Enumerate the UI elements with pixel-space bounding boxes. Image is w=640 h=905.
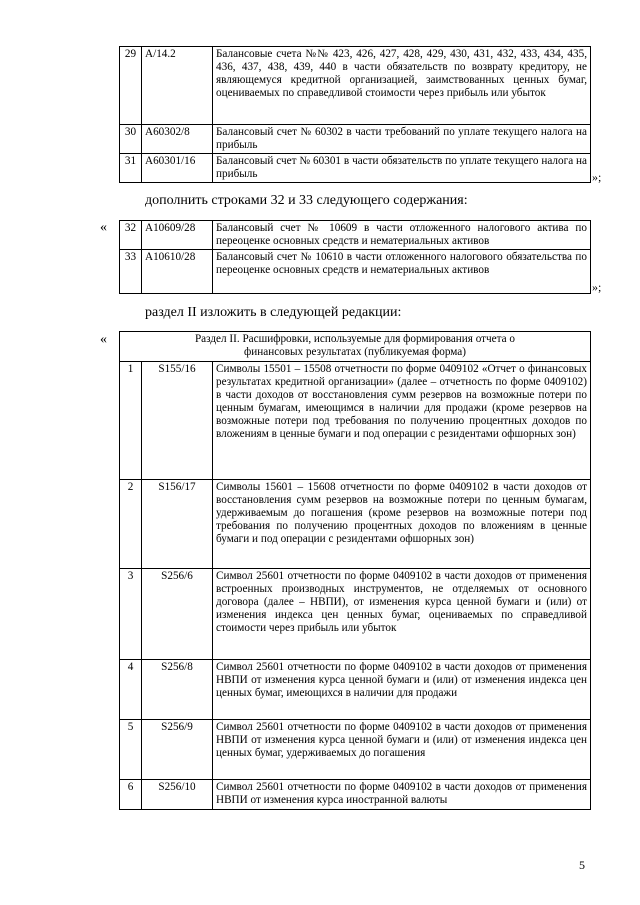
table-row xyxy=(120,780,591,810)
row-description: Балансовый счет № 10610 в части отложенного налогового обязательства по переоценке основных средств и нематериальных активов xyxy=(213,250,591,294)
row-number: 30 xyxy=(120,125,142,154)
table-row xyxy=(120,125,591,154)
row-code: A/14.2 xyxy=(142,47,213,125)
row-code: S256/9 xyxy=(142,720,213,780)
row-description: Балансовые счета №№ 423, 426, 427, 428, 429, 430, 431, 432, 433, 434, 435, 436, 437, 438, 439, 440 в части обязательств по возврату кредитору, не являющемуся кредитной организацией, заимствованных ценных бумаг, оцениваемых по справедливой стоимости через прибыль или убыток xyxy=(213,47,591,125)
row-number: 2 xyxy=(120,480,142,569)
row-code: S156/17 xyxy=(142,480,213,569)
row-number: 4 xyxy=(120,660,142,720)
row-description: Символ 25601 отчетности по форме 0409102 в части доходов от применения НВПИ от изменения курса иностранной валюты xyxy=(213,780,591,810)
accounts-table-added xyxy=(119,220,591,294)
table-row xyxy=(120,221,591,250)
opening-quote: « xyxy=(100,332,107,347)
row-code: S256/10 xyxy=(142,780,213,810)
table-row xyxy=(120,362,591,480)
page-number: 5 xyxy=(579,858,585,872)
section-header-row xyxy=(120,332,591,362)
table-row xyxy=(120,250,591,294)
row-code: S155/16 xyxy=(142,362,213,480)
row-description: Символы 15601 – 15608 отчетности по форме 0409102 в части доходов от восстановления сумм резервов на возможные потери по ценным бумагам, удерживаемым до погашения (кроме резервов на возможные потери под требования по получению процентных доходов по вложениям в ценные бумаги и под операции с резидентами офшорных зон) xyxy=(213,480,591,569)
row-number: 29 xyxy=(120,47,142,125)
closing-quote: »; xyxy=(592,170,602,184)
section-ii-table xyxy=(119,331,591,810)
table-row xyxy=(120,480,591,569)
instruction-paragraph: раздел II изложить в следующей редакции: xyxy=(145,305,402,320)
row-description: Балансовый счет № 60301 в части обязательств по уплате текущего налога на прибыль xyxy=(213,154,591,183)
closing-quote: »; xyxy=(592,280,602,294)
table-row xyxy=(120,720,591,780)
section-header: Раздел II. Расшифровки, используемые для формирования отчета о финансовых результатах (публикуемая форма) xyxy=(120,332,591,362)
row-description: Символ 25601 отчетности по форме 0409102 в части доходов от применения НВПИ от изменения курса ценной бумаги и (или) от изменения индекса цен ценных бумаг, удерживаемых до погашения xyxy=(213,720,591,780)
row-description: Символ 25601 отчетности по форме 0409102 в части доходов от применения НВПИ от изменения курса ценной бумаги и (или) от изменения индекса цен ценных бумаг, имеющихся в наличии для продажи xyxy=(213,660,591,720)
row-description: Балансовый счет № 10609 в части отложенного налогового актива по переоценке основных средств и нематериальных активов xyxy=(213,221,591,250)
row-number: 1 xyxy=(120,362,142,480)
row-number: 6 xyxy=(120,780,142,810)
row-number: 32 xyxy=(120,221,142,250)
table-row xyxy=(120,569,591,660)
row-description: Балансовый счет № 60302 в части требований по уплате текущего налога на прибыль xyxy=(213,125,591,154)
row-number: 5 xyxy=(120,720,142,780)
table-row xyxy=(120,47,591,125)
opening-quote: « xyxy=(100,220,107,235)
row-code: S256/8 xyxy=(142,660,213,720)
row-description: Символ 25601 отчетности по форме 0409102 в части доходов от применения встроенных производных инструментов, не отделяемых от основного договора (далее – НВПИ), от изменения курса ценной бумаги и (или) от изменения индекса цен ценных бумаг, оцениваемых по справедливой стоимости через прибыль или убыток xyxy=(213,569,591,660)
row-number: 3 xyxy=(120,569,142,660)
accounts-table-continued xyxy=(119,46,591,183)
row-code: A60301/16 xyxy=(142,154,213,183)
row-code: A60302/8 xyxy=(142,125,213,154)
row-number: 31 xyxy=(120,154,142,183)
table-row xyxy=(120,154,591,183)
instruction-paragraph: дополнить строками 32 и 33 следующего содержания: xyxy=(145,193,468,208)
table-row xyxy=(120,660,591,720)
row-code: S256/6 xyxy=(142,569,213,660)
row-description: Символы 15501 – 15508 отчетности по форме 0409102 «Отчет о финансовых результатах кредитной организации» (далее – отчетность по форме 0409102) в части доходов от восстановления сумм резервов на возможные потери по ценным бумагам, имеющимся в наличии для продажи (кроме резервов на возможные потери под требования по получению процентных доходов по вложениям в ценные бумаги и под операции с резидентами офшорных зон) xyxy=(213,362,591,480)
row-number: 33 xyxy=(120,250,142,294)
row-code: A10610/28 xyxy=(142,250,213,294)
row-code: A10609/28 xyxy=(142,221,213,250)
